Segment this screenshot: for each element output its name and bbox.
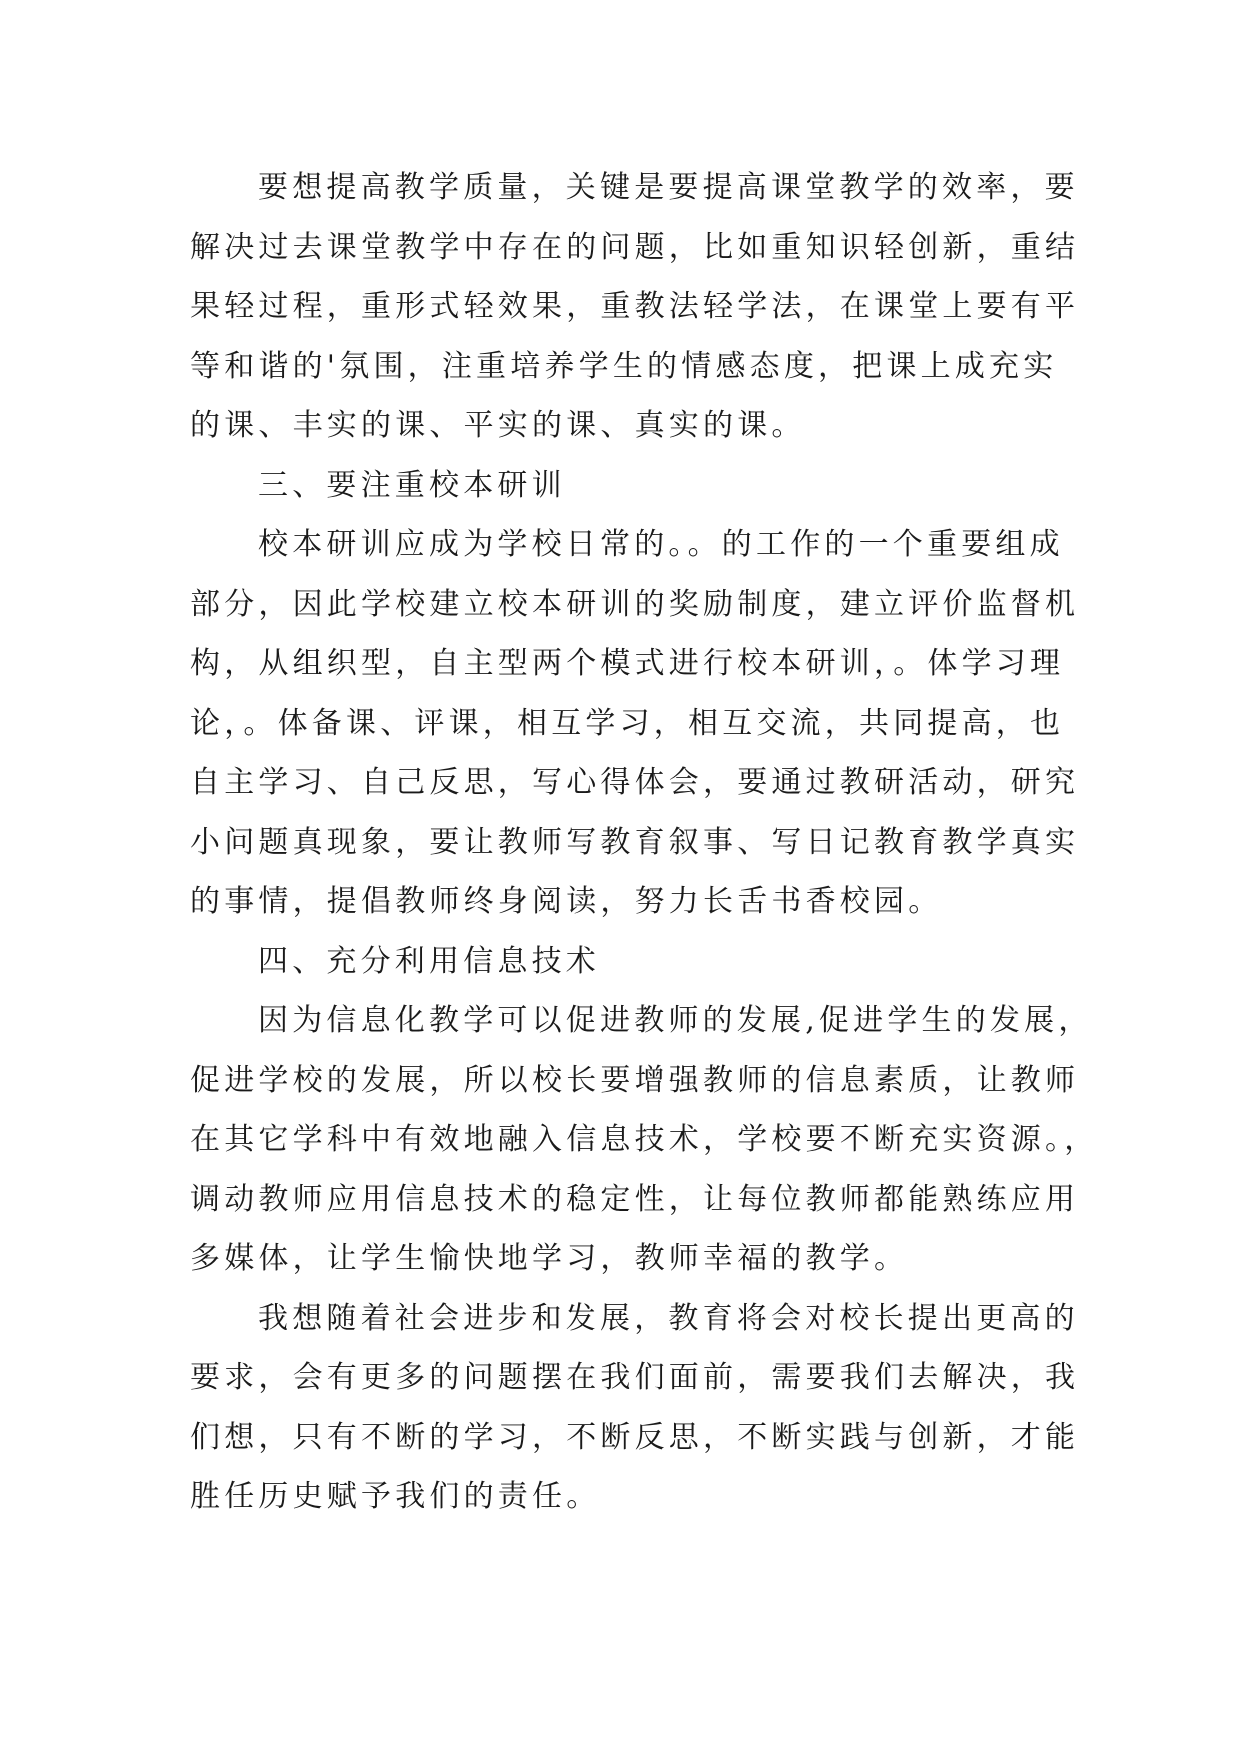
text-line: 构，从组织型，自主型两个模式进行校本研训，。体学习理 [190, 646, 1065, 681]
text-line: 的课、丰实的课、平实的课、真实的课。 [190, 408, 806, 443]
heading-text: 三、要注重校本研训 [258, 467, 566, 503]
text-line: 们想，只有不断的学习，不断反思，不断实践与创新，才能 [190, 1419, 1080, 1455]
text-line: 校本研训应成为学校日常的。。的工作的一个重要组成 [258, 527, 1064, 562]
text-line: 我想随着社会进步和发展，教育将会对校长提出更高的 [258, 1300, 1079, 1336]
paragraph-information-technology [190, 991, 1099, 1289]
document-body [190, 158, 1099, 1527]
paragraph-classroom-efficiency [190, 158, 1080, 456]
text-line: 解决过去课堂教学中存在的问题，比如重知识轻创新，重结 [190, 229, 1080, 265]
text-line: 的事情，提倡教师终身阅读，努力长舌书香校园。 [190, 884, 943, 919]
text-line: 多媒体，让学生愉快地学习，教师幸福的教学。 [190, 1241, 909, 1276]
text-line: 促进学校的发展，所以校长要增强教师的信息素质，让教师 [190, 1062, 1080, 1098]
text-line: 论，。体备课、评课，相互学习，相互交流，共同提高，也 [190, 705, 1065, 741]
text-line: 胜任历史赋予我们的责任。 [190, 1479, 601, 1514]
section-heading-information-technology [190, 932, 1062, 992]
text-line: 调动教师应用信息技术的稳定性，让每位教师都能熟练应用 [190, 1181, 1080, 1217]
text-line: 在其它学科中有效地融入信息技术，学校要不断充实资源。， [190, 1122, 1099, 1157]
text-line: 要求，会有更多的问题摆在我们面前，需要我们去解决，我 [190, 1360, 1080, 1395]
paragraph-school-training [190, 515, 1080, 932]
text-line: 小问题真现象，要让教师写教育叙事、写日记教育教学真实 [190, 824, 1080, 860]
text-line: 因为信息化教学可以促进教师的发展,促进学生的发展， [258, 1003, 1093, 1038]
paragraph-conclusion [190, 1289, 1080, 1527]
text-line: 部分，因此学校建立校本研训的奖励制度，建立评价监督机 [190, 586, 1080, 622]
text-line: 要想提高教学质量，关键是要提高课堂教学的效率，要 [258, 170, 1079, 205]
text-line: 等和谐的'氛围，注重培养学生的情感态度，把课上成充实 [190, 348, 1058, 384]
section-heading-school-training [190, 456, 1062, 516]
heading-text: 四、充分利用信息技术 [258, 943, 600, 979]
text-line: 果轻过程，重形式轻效果，重教法轻学法，在课堂上要有平 [190, 289, 1080, 324]
text-line: 自主学习、自己反思，写心得体会，要通过教研活动，研究 [190, 765, 1080, 800]
